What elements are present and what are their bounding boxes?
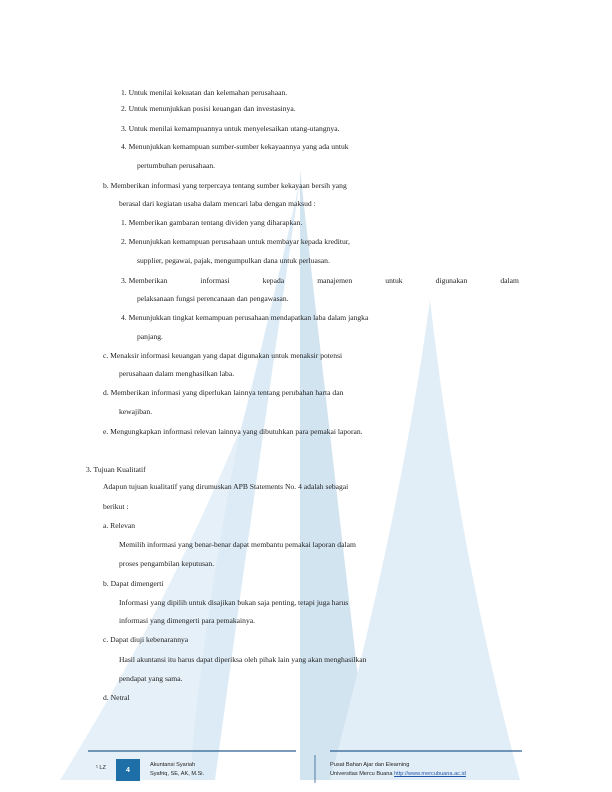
footer-center-title: Pusat Bahan Ajar dan Elearning [330, 762, 410, 768]
footer-university-line [330, 770, 466, 778]
list-item-b2: 2. Menunjukkan kemampuan perusahaan untuk membayar kepada kreditur, [121, 237, 350, 246]
item-d-cont: kewajiban. [119, 407, 153, 416]
b3-word: manajemen [317, 276, 353, 285]
list-item-b3-cont: pelaksanaan fungsi perencanaan dan pengawasan. [137, 294, 289, 303]
page-number: 4 [116, 759, 140, 781]
item-d: d. Memberikan informasi yang diperlukan lainnya tentang perubahan harta dan [103, 388, 344, 397]
footer-left-mark: ¹ LZ [96, 765, 106, 771]
paragraph-c-cont: pendapat yang sama. [119, 674, 183, 683]
item-c: c. Menaksir informasi keuangan yang dapat digunakan untuk menaksir potensi [103, 351, 343, 360]
paragraph-c: Hasil akuntansi itu harus dapat diperiksa oleh pihak lain yang akan menghasilkan [119, 655, 367, 664]
list-item-b2-cont: supplier, pegawai, pajak, mengumpulkan dana untuk perluasan. [137, 256, 330, 265]
subheading-a: a. Relevan [103, 521, 136, 530]
item-b: b. Memberikan informasi yang terpercaya tentang sumber kekayaan bersih yang [103, 181, 347, 190]
list-item-4-cont: pertumbuhan perusahaan. [137, 161, 216, 170]
item-b-cont: berasal dari kegiatan usaha dalam mencari laba dengan maksud : [119, 199, 316, 208]
paragraph-b-cont: informasi yang dimengerti para pemakainya. [119, 616, 256, 625]
item-e: e. Mengungkapkan informasi relevan lainnya yang dibutuhkan para pemakai laporan. [103, 427, 363, 436]
footer-url-link[interactable]: http://www.mercubuana.ac.id [394, 771, 466, 777]
paragraph-a: Memilih informasi yang benar-benar dapat membantu pemakai laporan dalam [119, 540, 356, 549]
b3-word: informasi [200, 276, 230, 285]
item-c-cont: perusahaan dalam menghasilkan laba. [119, 369, 235, 378]
b3-word: dalam [500, 276, 519, 285]
subheading-c: c. Dapat diuji kebenarannya [103, 635, 189, 644]
intro-paragraph: Adapun tujuan kualitatif yang dirumuskan APB Statements No. 4 adalah sebagai [103, 482, 349, 491]
list-item-2: 2. Untuk menunjukkan posisi keuangan dan investasinya. [121, 104, 296, 113]
footer-university: Universitas Mercu Buana [330, 771, 393, 777]
section-heading: 3. Tujuan Kualitatif [86, 465, 146, 474]
b3-word: untuk [385, 276, 403, 285]
subheading-d: d. Netral [103, 693, 130, 702]
b3-word: digunakan [435, 276, 468, 285]
page-footer [0, 745, 612, 792]
list-item-3: 3. Untuk menilai kemampuannya untuk menyelesaikan utang-utangnya. [121, 124, 340, 133]
paragraph-a-cont: proses pengambilan keputusan. [119, 559, 215, 568]
b3-word: 3. Memberikan [121, 276, 168, 285]
list-item-b4-cont: panjang. [137, 332, 163, 341]
footer-author: Syafriq, SE, AK, M.Si. [150, 771, 205, 777]
intro-paragraph-cont: berikut : [103, 502, 129, 511]
list-item-b3 [121, 276, 519, 286]
footer-rules [0, 745, 612, 792]
list-item-4: 4. Menunjukkan kemampuan sumber-sumber kekayaannya yang ada untuk [121, 142, 349, 151]
b3-word: kepada [262, 276, 285, 285]
watermark-sail-right [330, 300, 520, 780]
paragraph-b: Informasi yang dipilih untuk disajikan bukan saja penting, tetapi juga harus [119, 598, 349, 607]
footer-course-title: Akuntansi Syariah [150, 762, 196, 768]
list-item-1: 1. Untuk menilai kekuatan dan kelemahan perusahaan. [121, 88, 288, 97]
list-item-b4: 4. Menunjukkan tingkat kemampuan perusahaan mendapatkan laba dalam jangka [121, 313, 369, 322]
list-item-b1: 1. Memberikan gambaran tentang dividen yang diharapkan. [121, 218, 303, 227]
subheading-b: b. Dapat dimengerti [103, 579, 164, 588]
